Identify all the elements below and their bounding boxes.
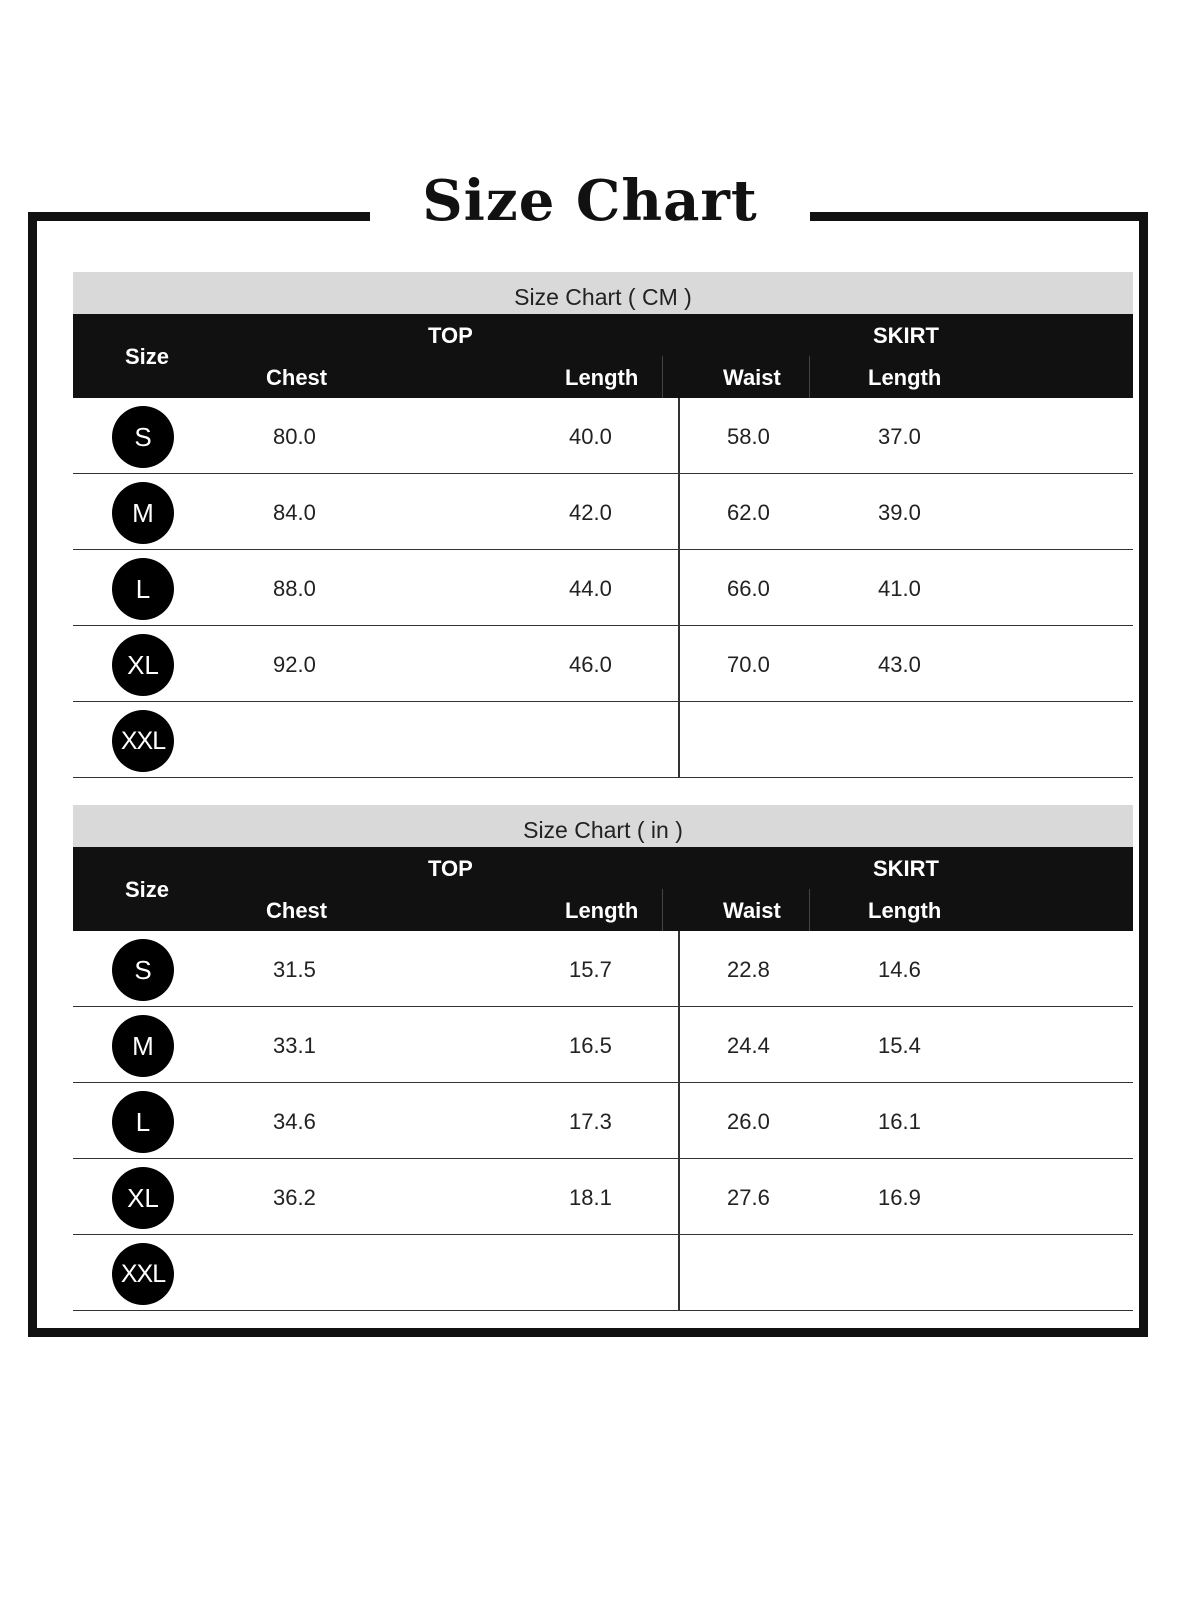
- table-caption: Size Chart ( CM ): [73, 272, 1133, 314]
- size-badge: L: [112, 1091, 174, 1153]
- header-waist: Waist: [723, 365, 781, 390]
- waist-value: 27.6: [727, 1185, 770, 1210]
- skirt-length-value: 15.4: [878, 1033, 921, 1058]
- size-badge: S: [112, 939, 174, 1001]
- page-title: Size Chart: [422, 168, 758, 234]
- table-row: [73, 550, 1133, 626]
- waist-value: 58.0: [727, 424, 770, 449]
- table-row: [73, 398, 1133, 474]
- top-length-value: 15.7: [569, 957, 612, 982]
- header-size: Size: [125, 344, 170, 369]
- waist-value: 70.0: [727, 652, 770, 677]
- chest-value: 80.0: [273, 424, 316, 449]
- size-table-cm: [73, 272, 1133, 778]
- top-length-value: 44.0: [569, 576, 612, 601]
- waist-value: 66.0: [727, 576, 770, 601]
- top-length-value: 46.0: [569, 652, 612, 677]
- header-divider: [662, 356, 663, 398]
- size-badge: XL: [112, 1167, 174, 1229]
- size-badge: M: [112, 482, 174, 544]
- header-skirt: SKIRT: [873, 323, 939, 348]
- table-body: [73, 931, 1133, 1311]
- size-badge: XXL: [112, 1243, 174, 1305]
- chest-value: 84.0: [273, 500, 316, 525]
- skirt-length-value: 43.0: [878, 652, 921, 677]
- size-badge: XXL: [112, 710, 174, 772]
- column-divider: [678, 702, 680, 777]
- header-top: TOP: [428, 323, 473, 348]
- table-row: [73, 1235, 1133, 1311]
- header-divider: [662, 889, 663, 931]
- header-top: TOP: [428, 856, 473, 881]
- table-row: [73, 931, 1133, 1007]
- header-top-length: Length: [565, 898, 639, 923]
- top-length-value: 18.1: [569, 1185, 612, 1210]
- column-divider: [678, 1083, 680, 1158]
- size-badge: S: [112, 406, 174, 468]
- chest-value: 88.0: [273, 576, 316, 601]
- header-chest: Chest: [266, 365, 328, 390]
- table-caption: Size Chart ( in ): [73, 805, 1133, 847]
- header-divider: [809, 889, 810, 931]
- header-skirt-length: Length: [868, 365, 942, 390]
- top-length-value: 17.3: [569, 1109, 612, 1134]
- table-row: [73, 702, 1133, 778]
- table-row: [73, 1083, 1133, 1159]
- header-skirt: SKIRT: [873, 856, 939, 881]
- size-badge: L: [112, 558, 174, 620]
- chest-value: 36.2: [273, 1185, 316, 1210]
- column-divider: [678, 398, 680, 473]
- header-waist: Waist: [723, 898, 781, 923]
- column-divider: [678, 1159, 680, 1234]
- column-divider: [678, 1235, 680, 1310]
- table-row: [73, 1007, 1133, 1083]
- waist-value: 26.0: [727, 1109, 770, 1134]
- header-top-length: Length: [565, 365, 639, 390]
- column-divider: [678, 626, 680, 701]
- waist-value: 62.0: [727, 500, 770, 525]
- top-length-value: 42.0: [569, 500, 612, 525]
- table-body: [73, 398, 1133, 778]
- table-row: [73, 626, 1133, 702]
- chest-value: 34.6: [273, 1109, 316, 1134]
- column-divider: [678, 550, 680, 625]
- waist-value: 24.4: [727, 1033, 770, 1058]
- table-header: [73, 847, 1133, 931]
- header-skirt-length: Length: [868, 898, 942, 923]
- table-row: [73, 474, 1133, 550]
- column-divider: [678, 474, 680, 549]
- table-header: [73, 314, 1133, 398]
- skirt-length-value: 16.1: [878, 1109, 921, 1134]
- header-size: Size: [125, 877, 170, 902]
- chest-value: 33.1: [273, 1033, 316, 1058]
- column-divider: [678, 931, 680, 1006]
- skirt-length-value: 16.9: [878, 1185, 921, 1210]
- size-badge: XL: [112, 634, 174, 696]
- skirt-length-value: 39.0: [878, 500, 921, 525]
- skirt-length-value: 37.0: [878, 424, 921, 449]
- size-table-in: [73, 805, 1133, 1311]
- top-length-value: 40.0: [569, 424, 612, 449]
- column-divider: [678, 1007, 680, 1082]
- skirt-length-value: 41.0: [878, 576, 921, 601]
- header-chest: Chest: [266, 898, 328, 923]
- top-length-value: 16.5: [569, 1033, 612, 1058]
- size-badge: M: [112, 1015, 174, 1077]
- header-divider: [809, 356, 810, 398]
- waist-value: 22.8: [727, 957, 770, 982]
- chest-value: 92.0: [273, 652, 316, 677]
- skirt-length-value: 14.6: [878, 957, 921, 982]
- chest-value: 31.5: [273, 957, 316, 982]
- table-row: [73, 1159, 1133, 1235]
